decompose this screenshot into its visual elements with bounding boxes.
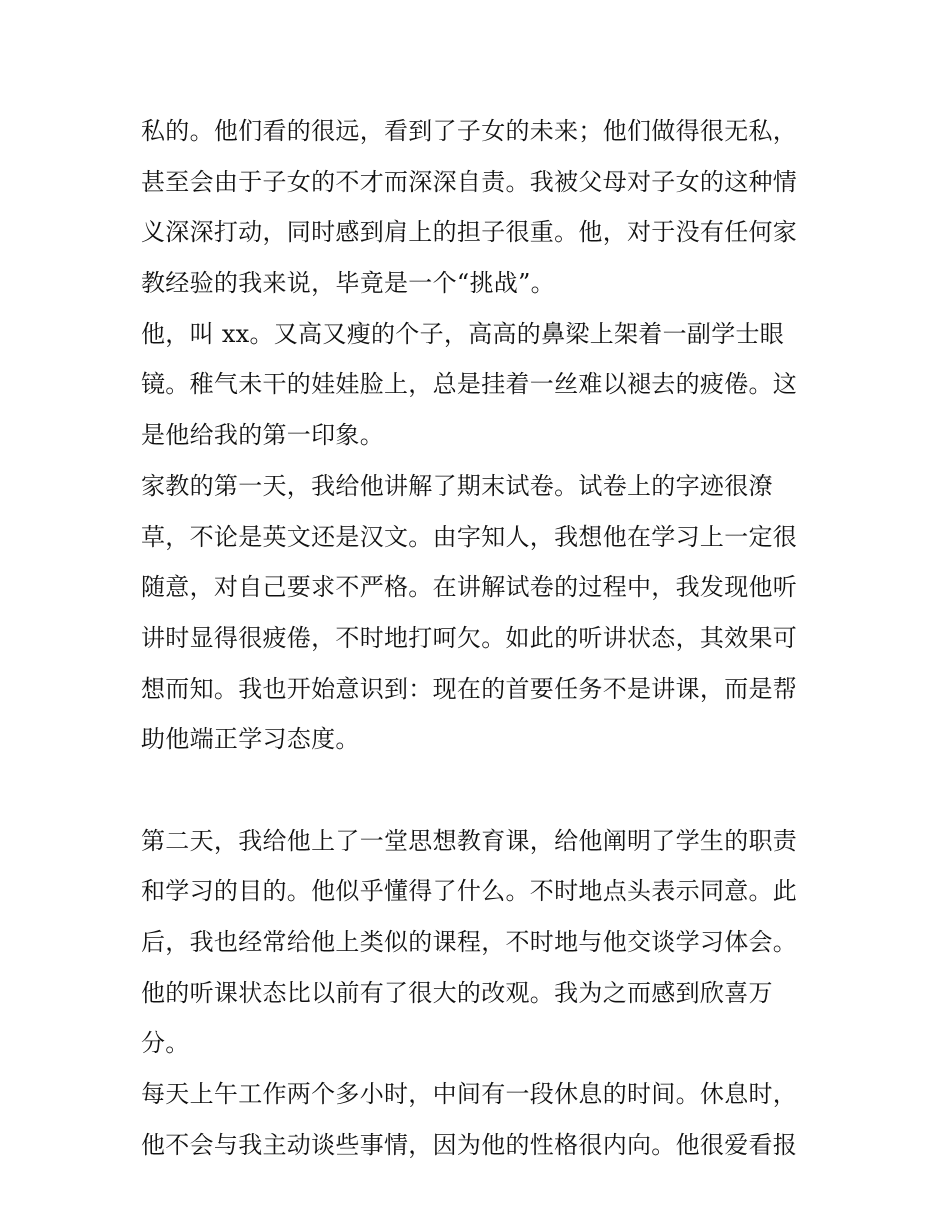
text-line: 他的听课状态比以前有了很大的改观。我为之而感到欣喜万 xyxy=(141,978,773,1007)
text-line: 随意，对自己要求不严格。在讲解试卷的过程中，我发现他听 xyxy=(141,573,798,602)
paragraph-1 xyxy=(141,106,821,309)
body-text xyxy=(141,106,821,1170)
text-line: 和学习的目的。他似乎懂得了什么。不时地点头表示同意。此 xyxy=(141,877,798,906)
paragraph-3 xyxy=(141,461,821,816)
text-line: 是他给我的第一印象。 xyxy=(141,421,384,450)
text-line: 后，我也经常给他上类似的课程，不时地与他交谈学习体会。 xyxy=(141,928,798,956)
text-line xyxy=(141,765,821,816)
paragraph-5 xyxy=(141,1069,821,1170)
text-line: 讲时显得很疲倦，不时地打呵欠。如此的听讲状态，其效果可 xyxy=(141,623,798,652)
text-line: 草，不论是英文还是汉文。由字知人，我想他在学习上一定很 xyxy=(141,522,798,551)
text-line: 每天上午工作两个多小时，中间有一段休息的时间。休息时， xyxy=(141,1080,798,1109)
text-line: 义深深打动，同时感到肩上的担子很重。他，对于没有任何家 xyxy=(141,218,798,247)
text-line: 助他端正学习态度。 xyxy=(141,725,360,754)
text-line: 想而知。我也开始意识到：现在的首要任务不是讲课，而是帮 xyxy=(141,674,798,703)
text-line: 教经验的我来说，毕竟是一个“挑战”。 xyxy=(141,269,555,298)
text-line: 家教的第一天，我给他讲解了期末试卷。试卷上的字迹很潦 xyxy=(141,471,773,500)
text-line: 第二天，我给他上了一堂思想教育课，给他阐明了学生的职责 xyxy=(141,826,798,855)
text-line: 他不会与我主动谈些事情，因为他的性格很内向。他很爱看报 xyxy=(141,1130,798,1159)
text-line: 镜。稚气未干的娃娃脸上，总是挂着一丝难以褪去的疲倦。这 xyxy=(141,370,798,399)
paragraph-2 xyxy=(141,309,821,461)
text-line: 分。 xyxy=(141,1029,190,1058)
paragraph-4 xyxy=(141,816,821,1069)
text-line: 甚至会由于子女的不才而深深自责。我被父母对子女的这种情 xyxy=(141,167,798,196)
text-line: 他，叫 xx。又高又瘦的个子，高高的鼻梁上架着一副学士眼 xyxy=(141,319,785,348)
text-line: 私的。他们看的很远，看到了子女的未来；他们做得很无私， xyxy=(141,117,798,145)
